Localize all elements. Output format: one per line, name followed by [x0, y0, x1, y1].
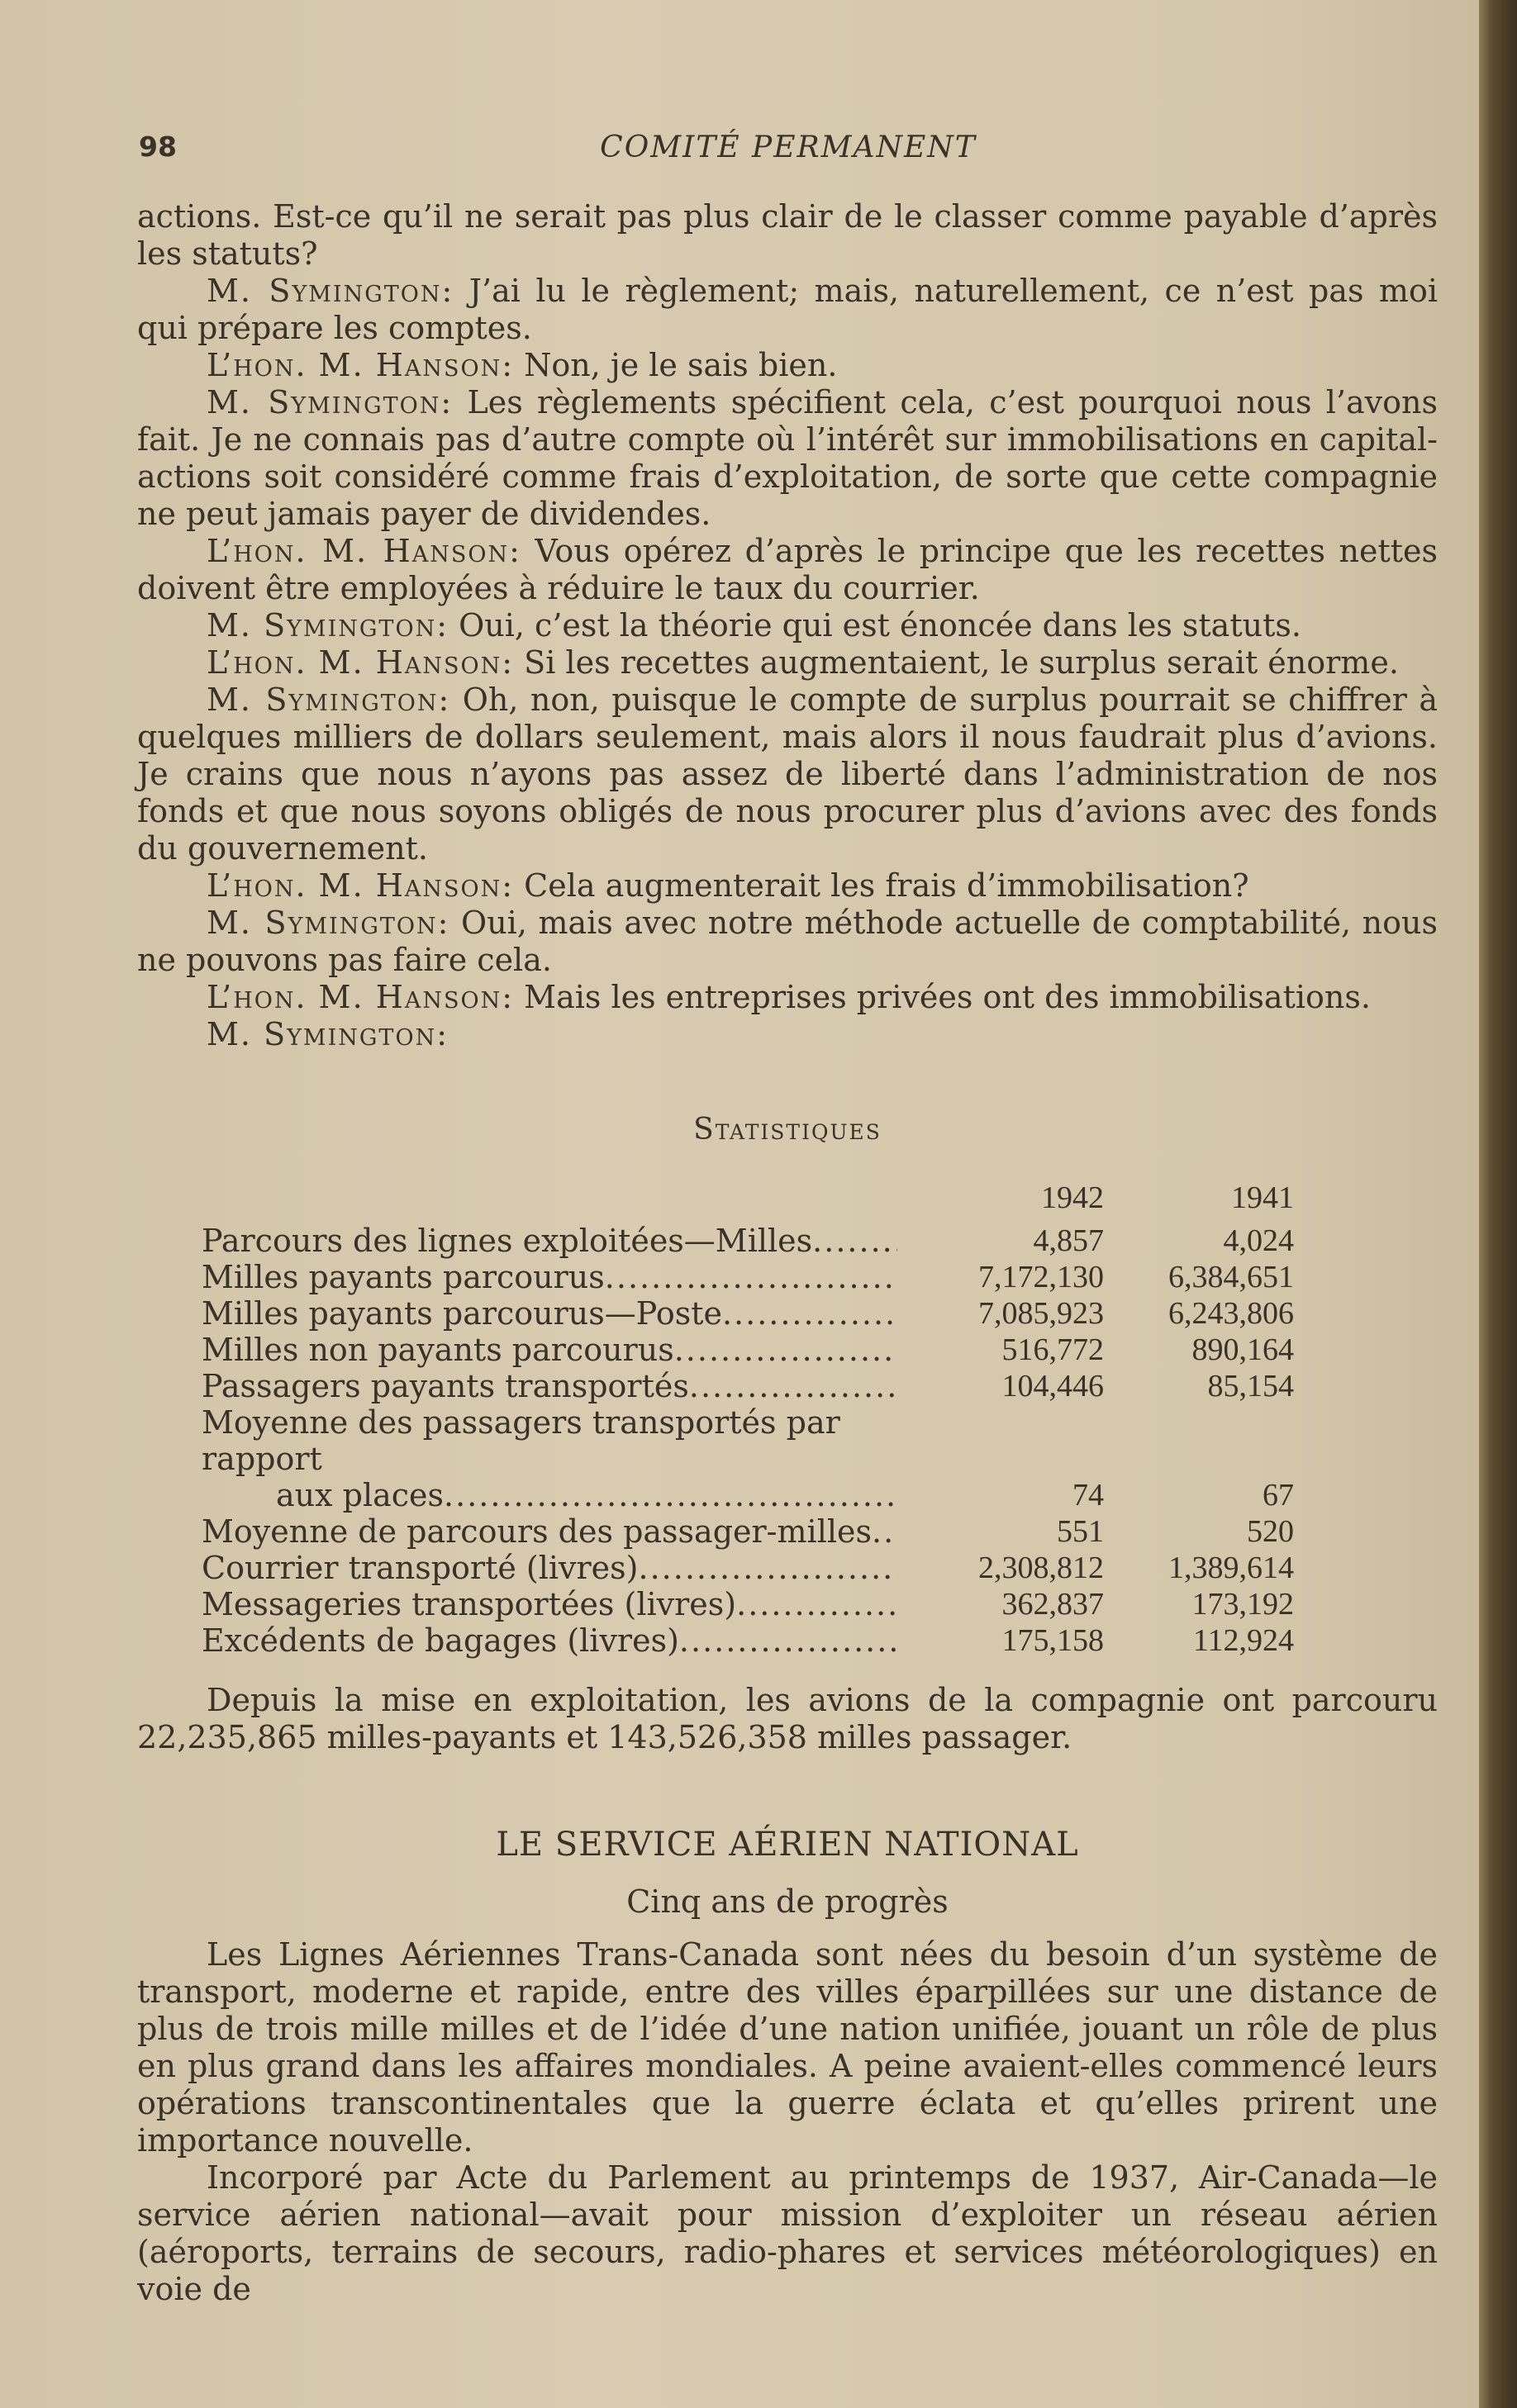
speaker: L’hon. M. Hanson: — [207, 347, 515, 383]
value-1941: 890,164 — [1191, 1332, 1294, 1367]
value-1942: 7,085,923 — [978, 1296, 1104, 1331]
table-row — [137, 1550, 1438, 1586]
speaker: M. Symington: — [207, 384, 454, 420]
dialogue-paragraph: M. Symington: Oui, c’est la théorie qui est énoncée dans les statuts. — [207, 607, 1301, 644]
dialogue-paragraph: L’hon. M. Hanson: Non, je le sais bien. — [207, 347, 838, 383]
row-label: Moyenne de parcours des passager-milles — [202, 1513, 873, 1550]
value-1941: 520 — [1247, 1514, 1294, 1549]
speaker: M. Symington: — [207, 682, 451, 718]
dialogue-paragraph: L’hon. M. Hanson: Mais les entreprises privées ont des immobilisations. — [207, 979, 1371, 1015]
speaker: L’hon. M. Hanson: — [207, 979, 515, 1015]
value-1941: 6,384,651 — [1168, 1260, 1294, 1294]
dialogue-paragraph: M. Symington: Oh, non, puisque le compte de surplus pourrait se chiffrer à quelques milliers de dollars seulement, mais alors il nous faudrait plus d’avions. Je crains que nous n’ayons pas assez de liberté dans l’administration de nos fonds et que nous soyons obligés de nous procurer plus d’avions avec des fonds du gouvernement. — [137, 682, 1438, 867]
row-label: Parcours des lignes exploitées—Milles — [202, 1223, 813, 1259]
value-1941: 1,389,614 — [1168, 1551, 1294, 1585]
section-subtitle: Cinq ans de progrès — [626, 1883, 949, 1920]
body-paragraph: Incorporé par Acte du Parlement au printemps de 1937, Air-Canada—le service aérien national—avait pour mission d’exploiter un réseau aérien (aéroports, terrains de secours, radio-phares et services météorologiques) en voie de — [137, 2159, 1438, 2307]
table-row — [137, 1586, 1438, 1622]
table-row — [137, 1332, 1438, 1368]
value-1942: 2,308,812 — [978, 1551, 1104, 1585]
value-1941: 6,243,806 — [1168, 1296, 1294, 1331]
dialogue-paragraph: actions. Est-ce qu’il ne serait pas plus clair de le classer comme payable d’après les statuts? — [137, 198, 1438, 272]
row-label: Milles payants parcourus—Poste — [202, 1295, 722, 1332]
speaker: M. Symington: — [207, 1016, 449, 1052]
table-row — [137, 1295, 1438, 1332]
speaker: L’hon. M. Hanson: — [207, 533, 521, 569]
row-label: Messageries transportées (livres) — [202, 1586, 737, 1622]
page-number: 98 — [139, 131, 177, 163]
body-paragraph: Les Lignes Aériennes Trans-Canada sont nées du besoin d’un système de transport, moderne et rapide, entre des villes éparpillées sur une distance de plus de trois mille milles et de l’idée d’une nation unifiée, jouant un rôle de plus en plus grand dans les affaires mondiales. A peine avaient-elles commencé leurs opérations transcontinentales que la guerre éclata et qu’elles prirent une importance nouvelle. — [137, 1936, 1438, 2159]
statistics-summary: Depuis la mise en exploitation, les avions de la compagnie ont parcouru 22,235,865 milles-payants et 143,526,358 milles passager. — [137, 1682, 1438, 1755]
table-row — [137, 1368, 1438, 1404]
value-1941: 173,192 — [1191, 1587, 1294, 1622]
section-title: LE SERVICE AÉRIEN NATIONAL — [496, 1826, 1079, 1864]
dialogue-paragraph: M. Symington: J’ai lu le règlement; mais, naturellement, ce n’est pas moi qui prépare les comptes. — [137, 273, 1438, 346]
table-row — [137, 1259, 1438, 1295]
value-1942: 4,857 — [1033, 1223, 1104, 1258]
value-1942: 74 — [1072, 1478, 1104, 1513]
row-label: Moyenne des passagers transportés par rapport — [202, 1404, 840, 1477]
value-1942: 362,837 — [1001, 1587, 1104, 1622]
value-1941: 4,024 — [1223, 1223, 1294, 1258]
value-1941: 67 — [1263, 1478, 1294, 1513]
value-1941: 85,154 — [1207, 1369, 1294, 1403]
row-label: Courrier transporté (livres) — [202, 1550, 639, 1586]
value-1942: 516,772 — [1001, 1332, 1104, 1367]
running-header — [139, 131, 1438, 172]
row-label: Milles non payants parcourus — [202, 1332, 674, 1368]
table-row — [137, 1622, 1438, 1659]
dialogue-paragraph: M. Symington: Les règlements spécifient cela, c’est pourquoi nous l’avons fait. Je ne connais pas d’autre compte où l’intérêt sur immobilisations en capital-actions soit considéré comme frais d’exploitation, de sorte que cette compagnie ne peut jamais payer de dividendes. — [137, 384, 1438, 532]
row-label: Passagers payants transportés — [202, 1368, 689, 1404]
dialogue-paragraph: M. Symington: Oui, mais avec notre méthode actuelle de comptabilité, nous ne pouvons pas faire cela. — [137, 905, 1438, 978]
year-1941: 1941 — [1231, 1180, 1294, 1215]
statistics-table — [137, 1180, 1438, 1659]
book-edge — [1479, 0, 1517, 2408]
value-1942: 7,172,130 — [978, 1260, 1104, 1294]
dialogue-paragraph — [137, 1016, 1438, 1053]
speaker: L’hon. M. Hanson: — [207, 867, 515, 904]
dialogue-paragraph: L’hon. M. Hanson: Si les recettes augmentaient, le surplus serait énorme. — [207, 644, 1399, 681]
row-label-continued: aux places — [276, 1477, 445, 1513]
speaker: L’hon. M. Hanson: — [207, 644, 515, 681]
row-label: Excédents de bagages (livres) — [202, 1622, 679, 1659]
speaker: M. Symington: — [207, 905, 450, 941]
table-row — [137, 1513, 1438, 1550]
running-title: COMITÉ PERMANENT — [600, 131, 977, 164]
year-1942: 1942 — [1041, 1180, 1104, 1215]
value-1942: 175,158 — [1001, 1623, 1104, 1658]
value-1941: 112,924 — [1192, 1623, 1294, 1658]
speaker: M. Symington: — [207, 607, 449, 644]
page-content — [137, 198, 1438, 2308]
row-label: Milles payants parcourus — [202, 1259, 605, 1295]
dialogue-paragraph: L’hon. M. Hanson: Cela augmenterait les frais d’immobilisation? — [207, 867, 1249, 904]
year-header-row — [137, 1180, 1438, 1216]
statistics-title: Statistiques — [693, 1113, 882, 1147]
value-1942: 104,446 — [1001, 1369, 1104, 1403]
table-row — [137, 1223, 1438, 1259]
value-1942: 551 — [1057, 1514, 1104, 1549]
dialogue-paragraph: L’hon. M. Hanson: Vous opérez d’après le principe que les recettes nettes doivent être employées à réduire le taux du courrier. — [137, 533, 1438, 606]
speaker: M. Symington: — [207, 273, 454, 309]
table-row — [137, 1404, 1438, 1513]
